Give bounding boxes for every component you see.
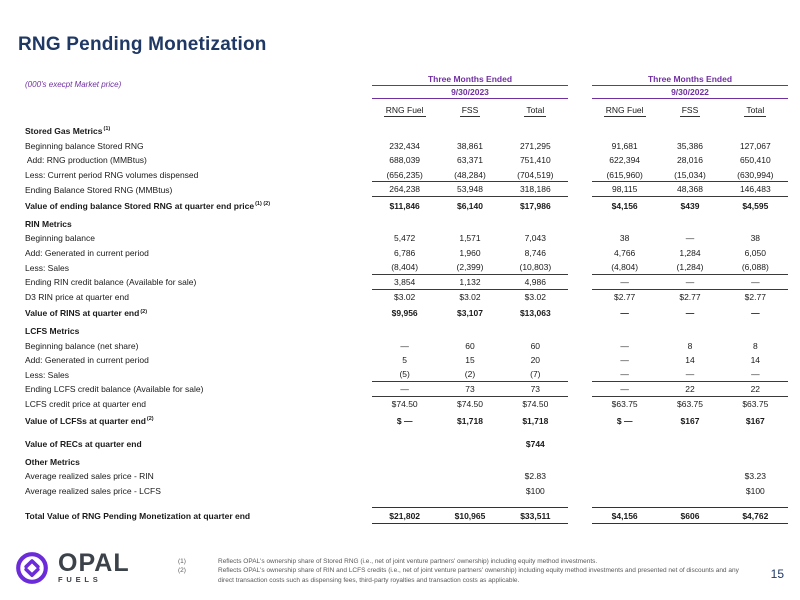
row-label (25, 263, 372, 273)
table-row (25, 231, 790, 246)
period-group-2023 (372, 74, 568, 99)
value-group (592, 507, 788, 524)
value-cell: 4,986 (524, 276, 546, 287)
value-group (592, 353, 788, 368)
value-group (372, 199, 568, 214)
value-cell: $3.02 (394, 291, 416, 302)
value-cell: 5,472 (394, 233, 416, 244)
row-label-text: Beginning balance Stored RNG (25, 140, 144, 151)
table-row (25, 324, 790, 339)
period-date: 9/30/2023 (372, 86, 568, 99)
value-cell: — (400, 340, 409, 351)
value-group (592, 275, 788, 290)
value-cell: 688,039 (389, 155, 421, 166)
logo-wordmark (58, 549, 130, 584)
value-cell: $606 (680, 510, 700, 521)
value-group (372, 353, 568, 368)
row-label (25, 141, 372, 151)
table-row (25, 469, 790, 484)
value-cell: 48,368 (676, 184, 703, 195)
value-group (592, 246, 788, 261)
value-group (372, 324, 568, 339)
row-label (25, 233, 372, 243)
col-header: RNG Fuel (605, 105, 644, 115)
value-cell: $13,063 (519, 308, 551, 319)
value-cell: 22 (750, 383, 761, 394)
value-cell: $ — (616, 415, 633, 426)
logo-subname: FUELS (58, 575, 102, 584)
value-group (372, 182, 568, 197)
value-cell: (2,399) (456, 262, 484, 273)
value-cell: — (685, 308, 695, 319)
row-label-text: Total Value of RNG Pending Monetization at quarter end (25, 510, 251, 521)
value-cell: — (685, 233, 695, 244)
value-group (372, 484, 568, 499)
footnote-ref: (1) (103, 126, 111, 133)
table-row (25, 153, 790, 168)
value-cell: (15,034) (674, 169, 706, 180)
value-cell: $63.75 (742, 398, 769, 409)
col-header: Total (746, 105, 765, 115)
row-label-text: Less: Current period RNG volumes dispensed (25, 170, 199, 181)
row-label-text: Ending Balance Stored RNG (MMBtus) (25, 184, 173, 195)
value-cell: $167 (680, 415, 700, 426)
row-label (25, 471, 372, 481)
row-label-text: RIN Metrics (25, 218, 72, 229)
logo-name: OPAL (58, 549, 130, 577)
footnotes (178, 557, 753, 585)
value-group (372, 275, 568, 290)
footnote-2 (178, 566, 753, 585)
footnote-number: (1) (178, 558, 186, 565)
row-label (25, 384, 372, 394)
value-cell: — (620, 355, 629, 366)
value-group (592, 217, 788, 232)
footnote-ref: (2) (140, 308, 148, 315)
value-cell: 73 (530, 383, 541, 394)
value-cell: $439 (680, 201, 700, 212)
value-group (372, 338, 568, 353)
value-cell: (8,404) (391, 262, 419, 273)
value-cell: — (620, 276, 629, 287)
value-cell: $33,511 (520, 510, 551, 521)
value-cell: 7,043 (524, 233, 546, 244)
value-group (372, 368, 568, 383)
value-cell: — (685, 369, 695, 380)
value-cell: 650,410 (739, 155, 771, 166)
opal-logo-icon (15, 551, 49, 585)
value-cell: 73 (465, 383, 475, 394)
value-group (592, 231, 788, 246)
row-label-text: LCFS credit price at quarter end (25, 398, 146, 409)
value-cell: $744 (525, 439, 545, 450)
period-title: Three Months Ended (372, 74, 568, 86)
value-group (372, 139, 568, 154)
value-cell: $63.75 (676, 398, 703, 409)
value-group (592, 413, 788, 428)
value-cell: $1,718 (456, 415, 483, 426)
row-label-text: Stored Gas Metrics (25, 126, 103, 137)
table-row (25, 484, 790, 499)
value-cell: 1,132 (459, 276, 481, 287)
row-label-text: D3 RIN price at quarter end (25, 291, 129, 302)
value-cell: $6,140 (456, 201, 483, 212)
table-row (25, 382, 790, 397)
period-title: Three Months Ended (592, 74, 788, 86)
spacer-row (25, 428, 790, 435)
value-group (372, 168, 568, 183)
row-label-text: Value of RINS at quarter end (25, 308, 140, 319)
value-cell: $2.77 (744, 291, 766, 302)
value-cell: $4,762 (742, 510, 769, 521)
row-label-text: Other Metrics (25, 456, 80, 467)
table-row (25, 275, 790, 290)
value-group (372, 124, 568, 139)
table-row (25, 260, 790, 275)
value-cell: 751,410 (519, 155, 551, 166)
value-cell: $74.50 (522, 398, 549, 409)
column-headers-2022 (592, 102, 788, 120)
value-cell: $9,956 (391, 308, 418, 319)
value-group (372, 397, 568, 412)
value-group (592, 382, 788, 397)
units-note: (000's execpt Market price) (25, 80, 122, 89)
row-label (25, 292, 372, 302)
value-cell: 14 (685, 355, 695, 366)
value-cell: $2.77 (614, 291, 636, 302)
group-gap (568, 74, 592, 99)
table-row (25, 454, 790, 469)
value-cell: (615,960) (606, 169, 643, 180)
value-cell: 3,854 (394, 276, 416, 287)
value-cell: 318,186 (519, 184, 551, 195)
value-cell: $3,107 (456, 308, 483, 319)
value-cell: $11,846 (389, 201, 420, 212)
value-cell: (2) (464, 369, 476, 380)
table-row (25, 139, 790, 154)
value-cell: $10,965 (454, 510, 486, 521)
value-cell: 38 (619, 233, 630, 244)
row-label-text: Ending LCFS credit balance (Available for sale) (25, 384, 204, 395)
value-cell: — (400, 383, 409, 394)
row-label-text: Add: Generated in current period (25, 248, 149, 259)
value-group (592, 324, 788, 339)
row-label (25, 370, 372, 380)
value-cell: 63,371 (456, 155, 483, 166)
value-group (372, 382, 568, 397)
value-cell: 622,394 (609, 155, 641, 166)
value-cell: 38 (750, 233, 761, 244)
footnote-ref: (1) (2) (255, 201, 271, 208)
value-cell: 53,948 (456, 184, 483, 195)
page-title: RNG Pending Monetization (18, 34, 267, 55)
value-cell: 91,681 (611, 140, 638, 151)
row-label (25, 219, 372, 229)
value-cell: 1,284 (679, 248, 701, 259)
value-group (592, 124, 788, 139)
table-row (25, 124, 790, 139)
value-cell: 1,960 (459, 248, 481, 259)
value-cell: — (620, 340, 629, 351)
row-label (25, 126, 372, 136)
rng-monetization-table (25, 74, 790, 524)
value-group (592, 182, 788, 197)
value-cell: $1,718 (522, 415, 549, 426)
row-label (25, 439, 372, 449)
value-group (592, 139, 788, 154)
value-cell: 1,571 (459, 233, 481, 244)
value-cell: $ — (396, 415, 413, 426)
footnote-1 (178, 557, 753, 566)
value-cell: 35,386 (676, 140, 703, 151)
value-cell: $4,156 (611, 201, 638, 212)
value-cell: (656,235) (386, 169, 423, 180)
row-label-text: LCFS Metrics (25, 326, 80, 337)
value-group (592, 484, 788, 499)
value-cell: (704,519) (517, 169, 554, 180)
value-cell: — (751, 276, 760, 287)
value-cell: 8 (752, 340, 758, 351)
table-row (25, 507, 790, 524)
row-label (25, 170, 372, 180)
opal-fuels-logo (15, 551, 130, 585)
value-cell: 38,861 (456, 140, 483, 151)
row-label-text: Less: Sales (25, 369, 69, 380)
value-cell: — (685, 276, 695, 287)
row-label (25, 416, 372, 426)
row-label-text: Less: Sales (25, 262, 69, 273)
row-label (25, 185, 372, 195)
row-label (25, 399, 372, 409)
value-group (372, 454, 568, 469)
value-group (592, 454, 788, 469)
period-group-2022 (592, 74, 788, 99)
value-cell: $4,156 (611, 510, 638, 521)
footnote-ref: (2) (146, 415, 154, 422)
value-cell: $3.23 (744, 471, 766, 482)
value-group (592, 368, 788, 383)
table-row (25, 338, 790, 353)
value-cell: 60 (530, 340, 541, 351)
value-group (592, 153, 788, 168)
value-cell: $2.77 (679, 291, 701, 302)
col-header: RNG Fuel (385, 105, 424, 115)
value-cell: — (620, 383, 629, 394)
footnote-text: Reflects OPAL's ownership share of RIN and LCFS credits (i.e., net of joint venture partners' ownership) including equity method investments and presented net of discounts and any direct transaction costs such as dispensing fees, third-party royalties and transaction costs as applicable. (218, 567, 739, 584)
page-number: 15 (770, 567, 784, 581)
table-row (25, 437, 790, 452)
value-cell: $21,802 (389, 510, 421, 521)
value-cell: 232,434 (389, 140, 421, 151)
column-header-row (25, 102, 790, 120)
label-column-spacer (25, 74, 372, 99)
col-header: FSS (681, 105, 699, 115)
row-label (25, 201, 372, 211)
value-group (372, 306, 568, 321)
value-cell: $17,986 (519, 201, 551, 212)
value-cell: $74.50 (391, 398, 418, 409)
value-cell: (1,284) (676, 262, 704, 273)
row-label-text: Average realized sales price - LCFS (25, 485, 161, 496)
value-group (592, 260, 788, 275)
value-cell: (7) (530, 369, 541, 380)
value-cell: (5) (399, 369, 410, 380)
value-cell: $3.02 (524, 291, 546, 302)
value-cell: $100 (745, 485, 765, 496)
table-row (25, 182, 790, 197)
value-group (372, 437, 568, 452)
value-cell: 28,016 (676, 155, 703, 166)
value-group (372, 290, 568, 305)
value-cell: 22 (685, 383, 695, 394)
value-cell: $2.83 (524, 471, 546, 482)
value-cell: 98,115 (611, 184, 638, 195)
value-cell: 15 (465, 355, 475, 366)
row-label-text: Beginning balance (25, 233, 95, 244)
value-group (372, 153, 568, 168)
value-cell: — (751, 369, 760, 380)
value-cell: 4,766 (614, 248, 636, 259)
value-cell: 8 (687, 340, 693, 351)
value-cell: 60 (465, 340, 475, 351)
value-cell: $100 (525, 485, 545, 496)
value-cell: 20 (530, 355, 541, 366)
value-group (592, 306, 788, 321)
row-label-text: Add: RNG production (MMBtus) (25, 155, 147, 166)
table-row (25, 217, 790, 232)
row-label-text: Value of ending balance Stored RNG at quarter end price (25, 201, 255, 212)
row-label (25, 486, 372, 496)
value-cell: $74.50 (456, 398, 483, 409)
row-label (25, 355, 372, 365)
value-group (592, 397, 788, 412)
row-label-text: Value of RECs at quarter end (25, 439, 142, 450)
period-header-row (25, 74, 790, 99)
value-cell: 14 (750, 355, 761, 366)
value-cell: 8,746 (524, 248, 546, 259)
value-cell: (48,284) (454, 169, 486, 180)
value-cell: — (620, 308, 629, 319)
value-cell: 264,238 (389, 184, 421, 195)
value-group (372, 260, 568, 275)
row-label (25, 277, 372, 287)
value-group (592, 168, 788, 183)
value-group (372, 413, 568, 428)
value-group (592, 338, 788, 353)
footnote-number: (2) (178, 567, 186, 575)
value-cell: — (751, 308, 760, 319)
row-label (25, 248, 372, 258)
value-group (592, 290, 788, 305)
value-group (592, 199, 788, 214)
table-body (25, 124, 790, 524)
value-cell: 6,050 (744, 248, 766, 259)
table-row (25, 246, 790, 261)
col-header: FSS (461, 105, 479, 115)
value-cell: (10,803) (519, 262, 552, 273)
row-label (25, 457, 372, 467)
value-cell: 271,295 (519, 140, 551, 151)
value-group (372, 507, 568, 524)
value-cell: 127,067 (739, 140, 771, 151)
value-cell: $167 (745, 415, 765, 426)
column-headers-2023 (372, 102, 568, 120)
value-cell: (6,088) (741, 262, 769, 273)
row-label (25, 308, 372, 318)
value-cell: 6,786 (394, 248, 416, 259)
value-group (592, 437, 788, 452)
value-cell: 5 (402, 355, 408, 366)
row-label-text: Ending RIN credit balance (Available for sale) (25, 277, 197, 288)
row-label (25, 326, 372, 336)
period-date: 9/30/2022 (592, 86, 788, 99)
row-label-text: Beginning balance (net share) (25, 340, 139, 351)
value-cell: (4,804) (611, 262, 639, 273)
table-row (25, 168, 790, 183)
row-label-text: Add: Generated in current period (25, 355, 149, 366)
table-row (25, 306, 790, 321)
table-row (25, 199, 790, 214)
table-row (25, 413, 790, 428)
value-cell: 146,483 (739, 184, 771, 195)
value-cell: $63.75 (611, 398, 638, 409)
value-group (372, 217, 568, 232)
value-group (372, 231, 568, 246)
value-cell: (630,994) (737, 169, 774, 180)
table-row (25, 290, 790, 305)
table-row (25, 368, 790, 383)
row-label (25, 155, 372, 165)
value-cell: $4,595 (742, 201, 769, 212)
row-label (25, 511, 372, 521)
row-label-text: Value of LCFSs at quarter end (25, 415, 146, 426)
spacer-row (25, 498, 790, 505)
col-header: Total (526, 105, 545, 115)
footnote-text: Reflects OPAL's ownership share of Stored RNG (i.e., net of joint venture partners' ownership) including equity method investments. (218, 558, 598, 565)
table-row (25, 397, 790, 412)
row-label (25, 341, 372, 351)
value-cell: — (620, 369, 629, 380)
value-group (372, 469, 568, 484)
value-cell: $3.02 (459, 291, 481, 302)
table-row (25, 353, 790, 368)
value-group (372, 246, 568, 261)
value-group (592, 469, 788, 484)
row-label-text: Average realized sales price - RIN (25, 471, 154, 482)
